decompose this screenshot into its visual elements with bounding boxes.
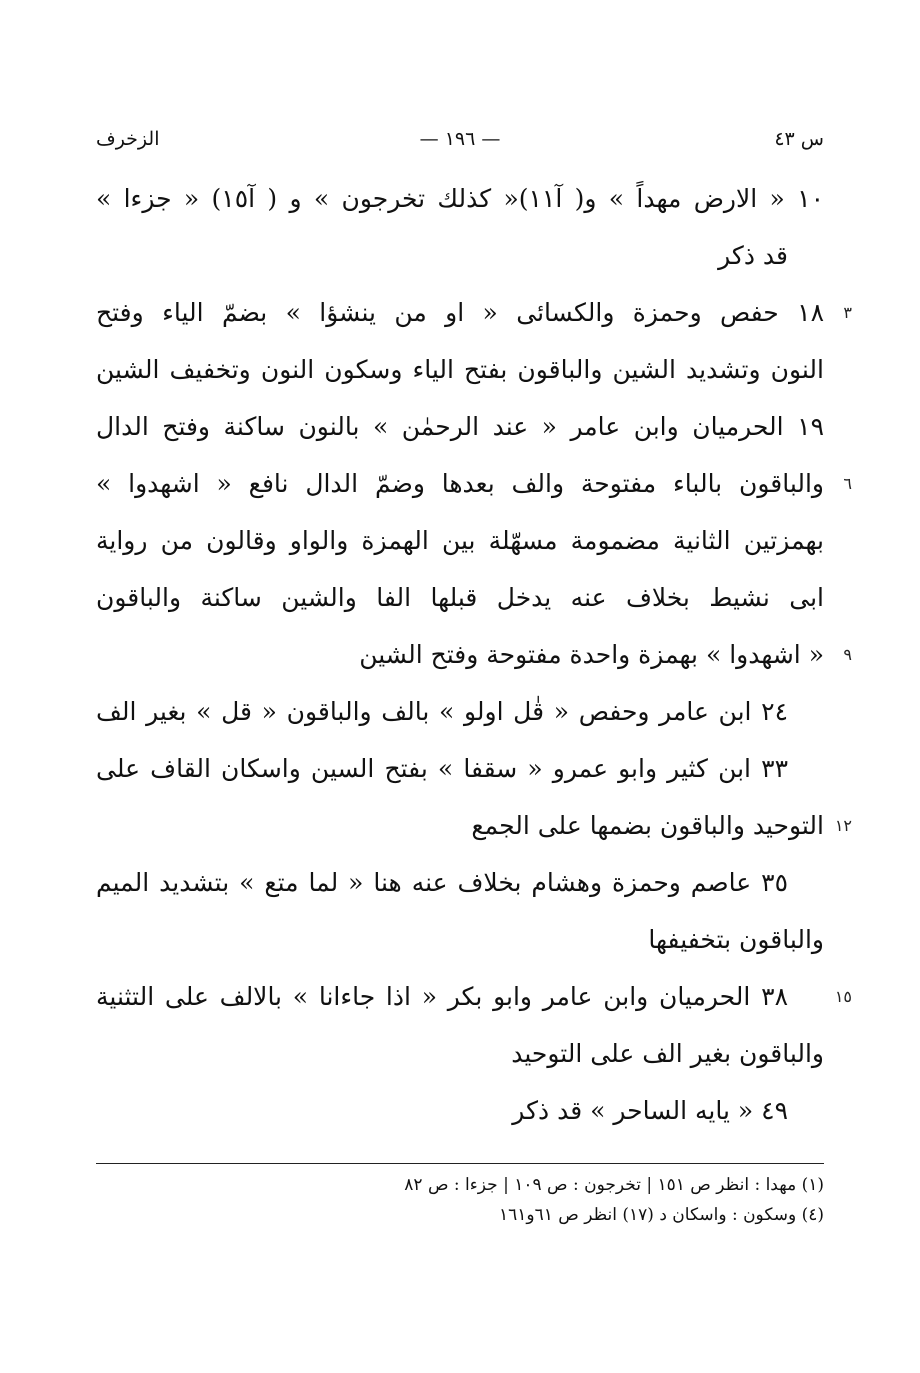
- margin-line-number: ١٢: [834, 816, 852, 835]
- text-line: [96, 512, 824, 569]
- footnote-line: (١) مهدا : انظر ص ١٥١ | تخرجون : ص ١٠٩ | جزءا : ص ٨٢: [404, 1175, 824, 1195]
- line-text: « اشهدوا » بهمزة واحدة مفتوحة وفتح الشين: [359, 640, 824, 669]
- margin-line-number: ٣: [843, 303, 852, 322]
- footnote-line: (٤) وسكون : واسكان د (١٧) انظر ص ٦١و١٦١: [498, 1205, 824, 1225]
- text-line: [96, 797, 852, 854]
- line-text: التوحيد والباقون بضمها على الجمع: [471, 811, 824, 840]
- line-text: بهمزتين الثانية مضمومة مسهّلة بين الهمزة والواو وقالون من رواية: [96, 526, 824, 555]
- text-line: [96, 398, 824, 455]
- line-text: ١٠ « الارض مهداً » و( آ١١)« كذلك تخرجون » و ( آ١٥) « جزءا »: [96, 184, 824, 213]
- main-text: [96, 170, 852, 1139]
- line-text: ٢٤ ابن عامر وحفص « قٰل اولو » بالف والباقون « قل » بغير الف: [96, 697, 788, 726]
- line-text: ١٩ الحرميان وابن عامر « عند الرحمٰن » بالنون ساكنة وفتح الدال: [96, 412, 824, 441]
- line-text: ٣٥ عاصم وحمزة وهشام بخلاف عنه هنا « لما متع » بتشديد الميم: [96, 868, 788, 897]
- text-line: [96, 626, 852, 683]
- line-text: ٣٣ ابن كثير وابو عمرو « سقفا » بفتح السين واسكان القاف على: [96, 754, 788, 783]
- text-line: [96, 341, 824, 398]
- line-text: ٣٨ الحرميان وابن عامر وابو بكر « اذا جاءانا » بالالف على التثنية: [96, 982, 788, 1011]
- text-line: [96, 1025, 824, 1082]
- line-text: ابى نشيط بخلاف عنه يدخل قبلها الفا والشين ساكنة والباقون: [96, 583, 824, 612]
- text-line: [96, 284, 852, 341]
- text-line: [96, 170, 824, 227]
- sura-reference: س ٤٣: [774, 128, 824, 150]
- margin-line-number: ٦: [843, 474, 852, 493]
- text-line: [96, 569, 824, 626]
- line-text: والباقون بالباء مفتوحة والف بعدها وضمّ الدال نافع « اشهدوا »: [96, 469, 824, 498]
- text-line: [96, 854, 824, 911]
- line-text: قد ذكر: [718, 241, 788, 270]
- line-text: والباقون بغير الف على التوحيد: [511, 1039, 824, 1068]
- text-line: [96, 911, 824, 968]
- text-line: [96, 227, 824, 284]
- text-line: [96, 683, 824, 740]
- text-line: [96, 1082, 824, 1139]
- footnote-divider: [96, 1163, 824, 1164]
- margin-line-number: ١٥: [834, 987, 852, 1006]
- margin-line-number: ٩: [843, 645, 852, 664]
- page-number: — ١٩٦ —: [419, 128, 501, 150]
- text-line: [96, 455, 852, 512]
- page-header: [96, 128, 824, 158]
- text-line: [96, 968, 852, 1025]
- line-text: ٤٩ « يايه الساحر » قد ذكر: [512, 1096, 788, 1125]
- line-text: النون وتشديد الشين والباقون بفتح الياء وسكون النون وتخفيف الشين: [96, 355, 824, 384]
- footnotes: [96, 1170, 824, 1230]
- line-text: والباقون بتخفيفها: [648, 925, 824, 954]
- sura-title: الزخرف: [96, 128, 160, 150]
- line-text: ١٨ حفص وحمزة والكسائى « او من ينشؤا » بضمّ الياء وفتح: [96, 298, 824, 327]
- text-line: [96, 740, 824, 797]
